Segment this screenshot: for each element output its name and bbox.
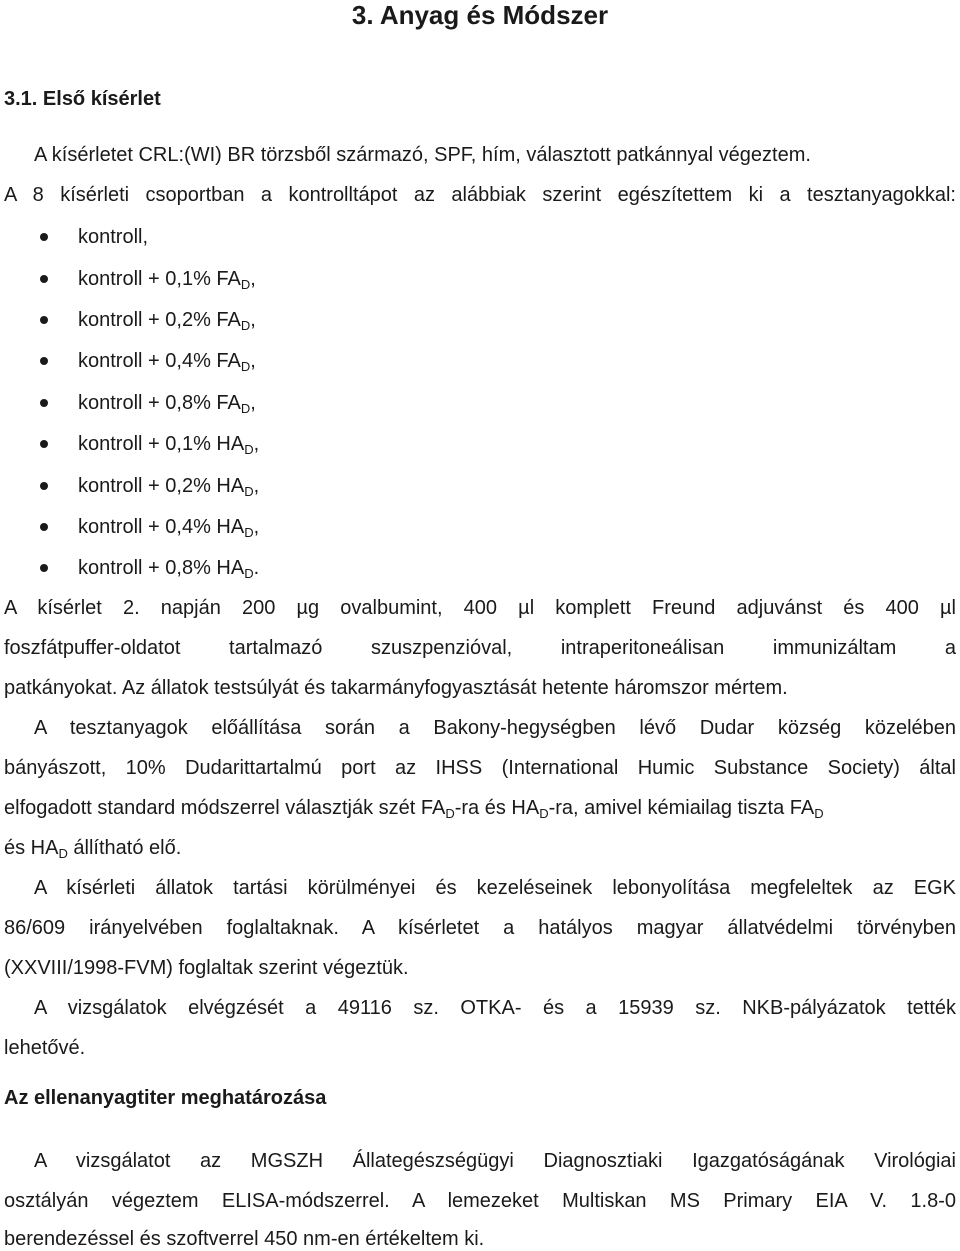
intro-line: A kísérletet CRL:(WI) BR törzsből származó, SPF, hím, választott patkánnyal végeztem. [34, 144, 811, 166]
paragraph-line: (XXVIII/1998-FVM) foglaltak szerint végeztük. [4, 957, 409, 979]
paragraph-line: bányászott, 10% Dudarittartalmú port az IHSS (International Humic Substance Society) által [4, 757, 956, 779]
group-label: kontroll + 0,2% HA [78, 475, 245, 497]
text-run: elfogadott standard módszerrel választják szét FA [4, 797, 446, 819]
group-punct: , [250, 350, 256, 372]
paragraph-line: A kísérleti állatok tartási körülményei és kezeléseinek lebonyolítása megfeleltek az EGK [34, 877, 956, 899]
group-punct: , [253, 433, 260, 455]
group-label: kontroll + 0,8% HA [78, 557, 245, 579]
subscript: D [445, 806, 455, 821]
subscript: D [814, 806, 824, 821]
group-label: kontroll + 0,8% FA [78, 392, 241, 414]
subscript: D [240, 359, 251, 374]
group-label: kontroll + 0,2% FA [78, 309, 241, 331]
group-label: kontroll + 0,4% FA [78, 350, 241, 372]
paragraph-line: berendezéssel és szoftverrel 450 nm-en értékeltem ki. [4, 1228, 485, 1250]
page-title: 3. Anyag és Módszer [351, 0, 609, 30]
paragraph-line: A vizsgálatot az MGSZH Állategészségügyi Diagnosztiaki Igazgatóságának Virológiai [34, 1150, 956, 1172]
section-heading-antibody-titer: Az ellenanyagtiter meghatározása [4, 1087, 327, 1109]
paragraph-line: lehetővé. [4, 1037, 86, 1059]
subscript: D [58, 846, 68, 861]
section-heading-first-experiment: 3.1. Első kísérlet [4, 88, 161, 110]
bullet-icon [40, 482, 48, 490]
group-label: kontroll + 0,1% FA [78, 268, 241, 290]
subscript: D [539, 806, 549, 821]
group-punct: , [253, 516, 260, 538]
subscript: D [240, 401, 251, 416]
bullet-icon [40, 440, 48, 448]
group-punct: , [250, 392, 256, 414]
text-run: állítható elő. [67, 837, 182, 859]
subscript: D [244, 442, 254, 457]
bullet-icon [40, 523, 48, 531]
paragraph-line [4, 796, 956, 820]
paragraph-line: A tesztanyagok előállítása során a Bakony-hegységben lévő Dudar község közelében [34, 717, 956, 739]
bullet-icon [40, 357, 48, 365]
subscript: D [244, 525, 254, 540]
bullet-icon [40, 275, 48, 283]
group-punct: . [253, 557, 260, 579]
group-label: kontroll + 0,4% HA [78, 516, 245, 538]
text-run: -ra és HA [454, 797, 540, 819]
paragraph-line: A vizsgálatok elvégzését a 49116 sz. OTKA- és a 15939 sz. NKB-pályázatok tették [34, 997, 956, 1019]
bullet-icon [40, 316, 48, 324]
text-run: és HA [4, 837, 59, 859]
paragraph-line [4, 836, 956, 860]
bullet-icon [40, 399, 48, 407]
subscript: D [240, 277, 251, 292]
intro-line: A 8 kísérleti csoportban a kontrolltápot az alábbiak szerint egészítettem ki a tesztanyagokkal: [4, 184, 956, 206]
paragraph-line: foszfátpuffer-oldatot tartalmazó szuszpenzióval, intraperitoneálisan immunizáltam a [4, 637, 956, 659]
bullet-icon [40, 564, 48, 572]
paragraph-line: patkányokat. Az állatok testsúlyát és takarmányfogyasztását hetente háromszor mértem. [4, 677, 788, 699]
group-label: kontroll + 0,1% HA [78, 433, 245, 455]
subscript: D [244, 484, 254, 499]
group-punct: , [250, 268, 256, 290]
paragraph-line: osztályán végeztem ELISA-módszerrel. A lemezeket Multiskan MS Primary EIA V. 1.8-0 [4, 1190, 956, 1212]
subscript: D [240, 318, 251, 333]
group-label: kontroll, [78, 226, 149, 248]
text-run: -ra, amivel kémiailag tiszta FA [548, 797, 815, 819]
group-punct: , [253, 475, 260, 497]
paragraph-line: A kísérlet 2. napján 200 µg ovalbumint, 400 µl komplett Freund adjuvánst és 400 µl [4, 597, 956, 619]
group-punct: , [250, 309, 256, 331]
subscript: D [244, 566, 254, 581]
paragraph-line: 86/609 irányelvében foglaltaknak. A kísérletet a hatályos magyar állatvédelmi törvényben [4, 917, 956, 939]
bullet-icon [40, 233, 48, 241]
